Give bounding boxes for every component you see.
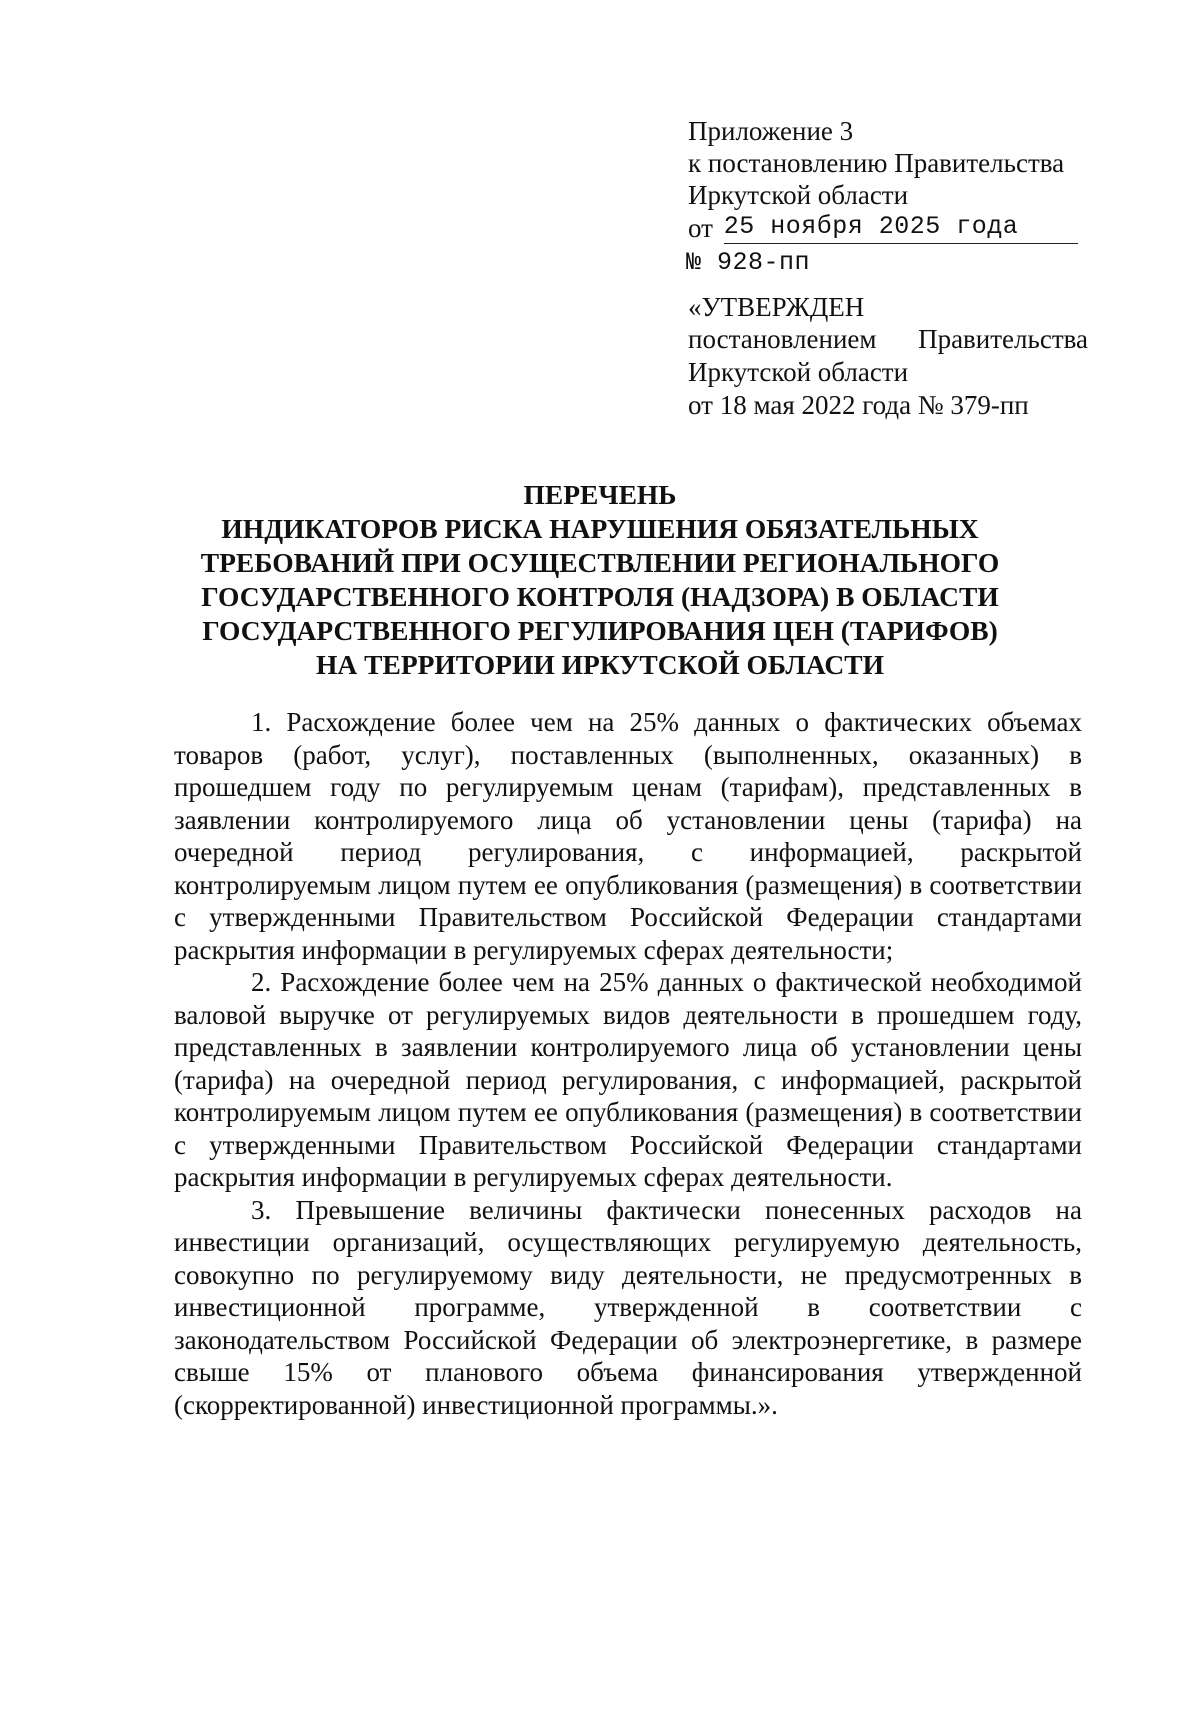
title-line: НА ТЕРРИТОРИИ ИРКУТСКОЙ ОБЛАСТИ [316, 649, 884, 680]
list-item: 1. Расхождение более чем на 25% данных о фактических объемах товаров (работ, услуг), поставленных (выполненных, оказанных) в прошедшем году по регулируемым ценам (тарифам), представленных в заявлении контролируемого лица об установлении цены (тарифа) на очередной период регулирования, с информацией, раскрытой контролируемым лицом путем ее опубликования (размещения) в соответствии с утвержденными Правительством Российской Федерации стандартами раскрытия информации в регулируемых сферах деятельности; [174, 707, 1082, 965]
date-underline [724, 243, 1078, 244]
title-line: ГОСУДАРСТВЕННОГО РЕГУЛИРОВАНИЯ ЦЕН (ТАРИФОВ) [202, 615, 998, 646]
resolution-reference: к постановлению Правительства [688, 148, 1065, 178]
region-name: Иркутской области [688, 180, 909, 210]
document-body [174, 706, 1082, 1421]
approved-by-government: Правительства [918, 324, 1088, 354]
document-title [150, 478, 1050, 682]
list-item: 3. Превышение величины фактически понесенных расходов на инвестиции организаций, осуществляющих регулируемую деятельность, совокупно по регулируемому виду деятельности, не предусмотренных в инвестиционной программе, утвержденной в соответствии с законодательством Российской Федерации об электроэнергетике, в размере свыше 15% от планового объема финансирования утвержденной (скорректированной) инвестиционной программы.». [174, 1194, 1082, 1420]
approved-date: от 18 мая 2022 года № 379-пп [688, 390, 1029, 420]
title-line: ГОСУДАРСТВЕННОГО КОНТРОЛЯ (НАДЗОРА) В ОБЛАСТИ [201, 581, 999, 612]
date-prefix: от [688, 213, 713, 243]
resolution-date-line [688, 212, 1019, 243]
title-line: ИНДИКАТОРОВ РИСКА НАРУШЕНИЯ ОБЯЗАТЕЛЬНЫХ [221, 513, 979, 544]
approved-region: Иркутской области [688, 357, 909, 387]
list-item: 2. Расхождение более чем на 25% данных о фактической необходимой валовой выручке от регулируемых видов деятельности в прошедшем году, представленных в заявлении контролируемого лица об установлении цены (тарифа) на очередной период регулирования, с информацией, раскрытой контролируемым лицом путем ее опубликования (размещения) в соответствии с утвержденными Правительством Российской Федерации стандартами раскрытия информации в регулируемых сферах деятельности. [174, 967, 1082, 1192]
approved-by-line [688, 326, 1088, 353]
resolution-date: 25 ноября 2025 года [723, 212, 1019, 241]
title-line: ПЕРЕЧЕНЬ [523, 479, 677, 510]
title-line: ТРЕБОВАНИЙ ПРИ ОСУЩЕСТВЛЕНИИ РЕГИОНАЛЬНОГО [200, 547, 1000, 578]
resolution-number: № 928-пп [686, 248, 811, 277]
approved-by-word: постановлением [688, 324, 877, 354]
approved-label: «УТВЕРЖДЕН [688, 292, 865, 322]
appendix-label: Приложение 3 [688, 116, 854, 146]
